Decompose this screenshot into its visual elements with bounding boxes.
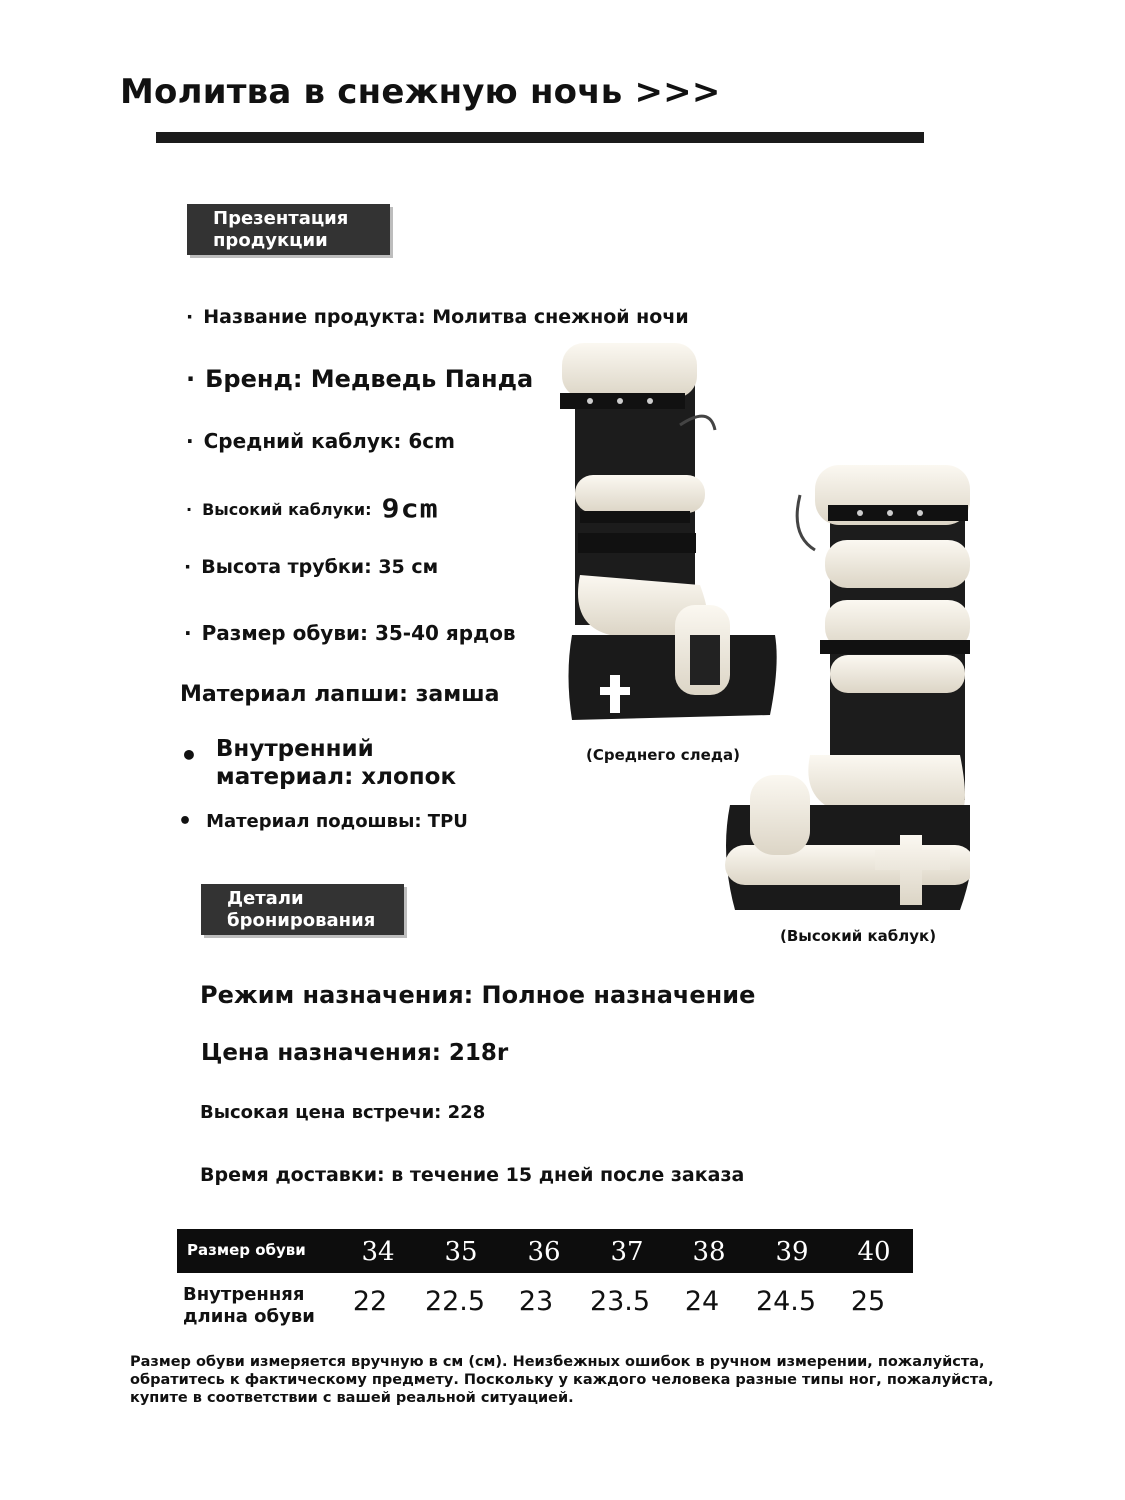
size-cell: 35 bbox=[444, 1237, 478, 1267]
size-cell: 39 bbox=[775, 1237, 809, 1267]
length-cell: 24 bbox=[684, 1286, 720, 1317]
length-label: Внутренняя длина обуви bbox=[183, 1284, 315, 1327]
spec-item-high-heel: · Высокий каблуки: 9cm bbox=[186, 494, 439, 525]
bullet-dot: · bbox=[186, 429, 194, 453]
size-cell: 37 bbox=[610, 1237, 644, 1267]
spec-item-name: · Название продукта: Молитва снежной ночи bbox=[186, 306, 689, 328]
high-heel-value: 9cm bbox=[381, 494, 439, 525]
spec-item-sole-material: • Материал подошвы: TPU bbox=[178, 808, 468, 834]
spec-item-brand: · Бренд: Медведь Панда bbox=[186, 365, 534, 393]
product-photo bbox=[550, 335, 970, 925]
size-cell: 40 bbox=[857, 1237, 891, 1267]
section-tag-booking: Детали бронирования bbox=[201, 884, 404, 935]
caption-high-heel: (Высокий каблук) bbox=[780, 927, 937, 945]
booking-price: Цена назначения: 218r bbox=[201, 1040, 509, 1066]
spec-item-shaft-height: · Высота трубки: 35 см bbox=[184, 556, 439, 578]
size-table-header bbox=[177, 1229, 913, 1273]
spec-item-upper-material: Материал лапши: замша bbox=[180, 682, 500, 707]
size-cell: 38 bbox=[692, 1237, 726, 1267]
length-cell: 24.5 bbox=[755, 1286, 817, 1317]
length-cell: 22 bbox=[352, 1286, 388, 1317]
title-divider bbox=[156, 132, 924, 143]
bullet-dot: · bbox=[184, 556, 192, 578]
bullet-dot: • bbox=[180, 739, 198, 772]
spec-item-inner-material: • Внутренний материал: хлопок bbox=[180, 736, 457, 790]
length-cell: 25 bbox=[850, 1286, 886, 1317]
booking-high-price: Высокая цена встречи: 228 bbox=[200, 1102, 486, 1123]
length-cell: 23 bbox=[518, 1286, 554, 1317]
booking-mode: Режим назначения: Полное назначение bbox=[200, 981, 756, 1009]
bullet-dot: • bbox=[178, 808, 193, 834]
size-cell: 36 bbox=[527, 1237, 561, 1267]
bullet-dot: · bbox=[186, 365, 196, 393]
size-footnote: Размер обуви измеряется вручную в см (см). Неизбежных ошибок в ручном измерении, пожалуйста, обратитесь к фактическому предмету. Поскольку у каждого человека разные типы ног, пожалуйста, купите в соответствии с вашей реальной ситуацией. bbox=[130, 1354, 994, 1406]
spec-item-mid-heel: · Средний каблук: 6cm bbox=[186, 429, 455, 453]
length-table-row bbox=[177, 1284, 913, 1334]
bullet-dot: · bbox=[184, 621, 192, 645]
mid-heel-boot bbox=[560, 343, 777, 720]
bullet-dot: · bbox=[186, 500, 193, 519]
booking-delivery: Время доставки: в течение 15 дней после заказа bbox=[200, 1164, 745, 1186]
spec-item-shoe-size: · Размер обуви: 35-40 ярдов bbox=[184, 621, 516, 645]
length-cell: 23.5 bbox=[589, 1286, 651, 1317]
page-title: Молитва в снежную ночь >>> bbox=[120, 72, 721, 112]
size-label: Размер обуви bbox=[187, 1241, 306, 1259]
bullet-dot: · bbox=[186, 306, 194, 328]
section-tag-product: Презентация продукции bbox=[187, 204, 390, 255]
size-cell: 34 bbox=[361, 1237, 395, 1267]
length-cell: 22.5 bbox=[424, 1286, 486, 1317]
caption-mid-heel: (Среднего следа) bbox=[586, 746, 740, 764]
